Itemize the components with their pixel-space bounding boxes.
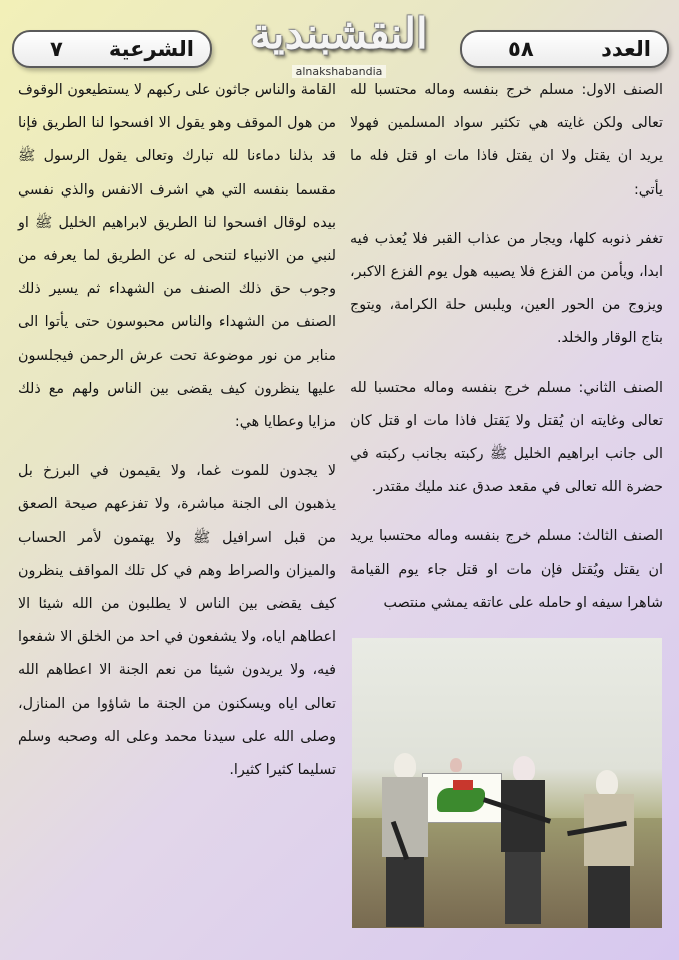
flag-map-shape [437, 788, 485, 812]
paragraph: تغفر ذنوبه كلها، ويجار من عذاب القبر فلا يُعذب فيه ابدا، ويأمن من الفزع فلا يصيبه هول يوم الفزع الاكبر، ويزوج من الحور العين، ويلبس حلة الكرامة، ويتوج بتاج الوقار والخلد. [350, 230, 663, 347]
paragraph: الصنف الثاني: مسلم خرج بنفسه وماله محتسبا لله تعالى وغايته ان يُقتل ولا يَقتل فاذا مات او قتل كان الى جانب ابراهيم الخليل ﷺ ركبته بجانب ركبته في حضرة الله تعالى في مقعد صدق عند مليك مقتدر. [350, 379, 663, 496]
person-legs [588, 866, 630, 928]
issue-number: ٥٨ [508, 37, 534, 61]
person-head [394, 753, 416, 779]
issue-banner [460, 30, 669, 68]
magazine-logo [238, 8, 440, 78]
left-text-column [18, 74, 336, 803]
paragraph: الصنف الاول: مسلم خرج بنفسه وماله محتسبا لله تعالى ولكن غايته هي تكثير سواد المسلمين فهولا يريد ان يقتل ولا ان يقتل فاذا مات او قتل فله ما يأتي: [350, 82, 663, 198]
fighters-photo [352, 638, 662, 928]
person-legs [505, 852, 541, 924]
person-head [596, 770, 618, 796]
person-body [382, 777, 428, 857]
right-text-column [350, 74, 663, 636]
logo-title: النقشبندية [250, 9, 428, 58]
paragraph: الصنف الثالث: مسلم خرج بنفسه وماله محتسبا يريد ان يقتل ويُقتل فإن مات او قتل جاء يوم القيامة شاهرا سيفه او حامله على عاتقه يمشي منتصب [350, 528, 663, 611]
person-head [450, 758, 462, 772]
section-banner [12, 30, 212, 68]
paragraph: القامة والناس جاثون على ركبهم لا يستطيعون الوقوف من هول الموقف وهو يقول الا افسحوا لنا الطريق فإنا قد بذلنا دماءنا لله تبارك وتعالى يقول الرسول ﷺ مقسما بنفسه التي هي اشرف الانفس والذي نفسي بيده لوقال افسحوا لنا الطريق لابراهيم الخليل ﷺ او لنبي من الانبياء لتنحى له عن الطريق لما يعرفه من وجوب حق ذلك الصنف من الشهداء ثم يسير ذلك الصنف من الشهداء والناس محبوسون حتى يأتوا الى منابر من نور موضوعة تحت عرش الرحمن فيجلسون عليها ينظرون كيف يقضى بين الناس ولهم مع ذلك مزايا وعطايا هي: [18, 82, 336, 431]
section-title: الشرعية [108, 37, 194, 61]
logo-subtitle: alnakshabandia [292, 65, 387, 78]
flag-emblem [453, 780, 473, 790]
person-legs [386, 857, 424, 927]
person-head [513, 756, 535, 782]
page-header [0, 0, 679, 80]
issue-label: العدد [601, 37, 651, 61]
page-number: ٧ [50, 37, 63, 61]
paragraph: لا يجدون للموت غما، ولا يقيمون في البرزخ بل يذهبون الى الجنة مباشرة، ولا تفزعهم صيحة الصعق من قبل اسرافيل ﷺ ولا يهتمون لأمر الحساب والميزان والصراط وهم في كل تلك المواقف ينظرون كيف يقضى بين الناس لا يطلبون من الله شيئا الا اعطاهم اياه، ولا يشفعون في احد من الخلق الا شفعوا فيه، ولا يريدون شيئا من نعم الجنة الا اعطاهم الله تعالى اياه ويسكنون من الجنة ما شاؤوا من المنازل، وصلى الله على سيدنا محمد وعلى اله وصحبه وسلم تسليما كثيرا كثيرا. [18, 463, 336, 779]
banner-flag [422, 773, 502, 823]
